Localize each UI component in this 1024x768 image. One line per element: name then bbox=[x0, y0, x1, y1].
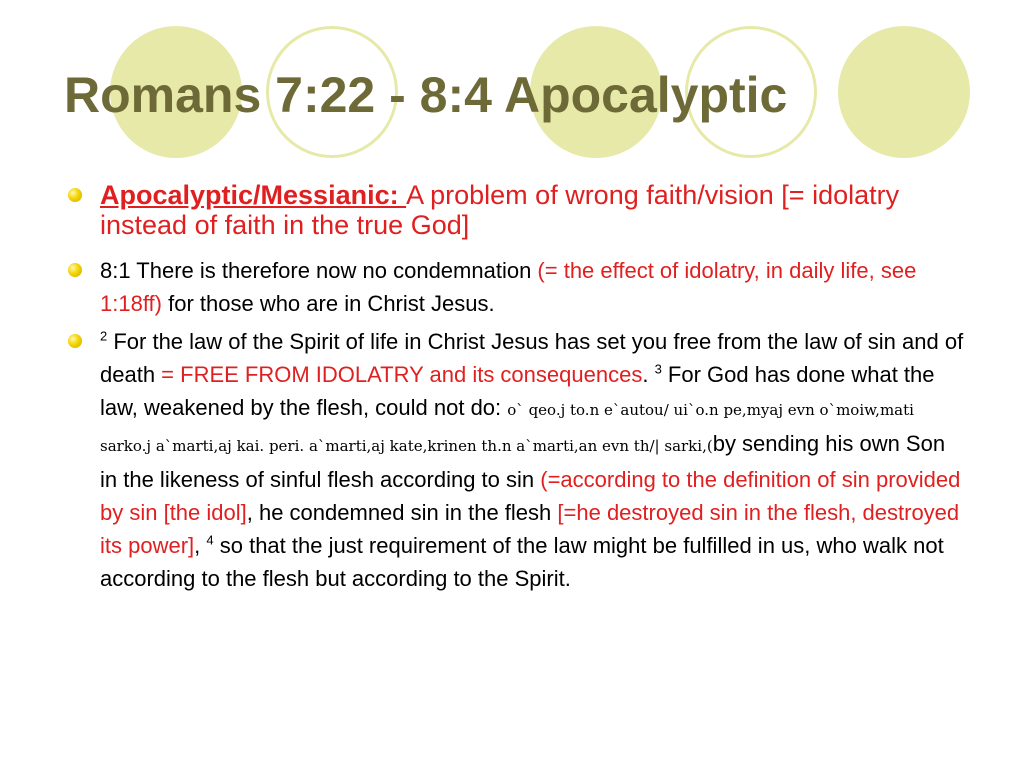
commentary-text: (=according to the definition of sin provided by sin [the idol] bbox=[100, 467, 961, 525]
verse-text: For the law of the Spirit of life in Christ Jesus has set you free from the law of sin and of death bbox=[100, 329, 964, 387]
bullet-text: A problem of wrong faith/vision [= idolatry instead of faith in the true God] bbox=[100, 180, 900, 240]
verse-text: 8:1 There is therefore now no condemnation bbox=[100, 258, 538, 283]
bullet-lead-label: Apocalyptic/Messianic: bbox=[100, 180, 407, 210]
verse-text: . bbox=[642, 362, 655, 387]
bullet-dot-icon bbox=[68, 263, 82, 277]
verse-number: 4 bbox=[206, 532, 214, 548]
bullet-list bbox=[68, 180, 968, 595]
verse-number: 2 bbox=[100, 328, 108, 344]
verse-text: by sending his own Son in the likeness of sinful flesh according to sin bbox=[100, 431, 946, 492]
verse-text: so that the just requirement of the law might be fulfilled in us, who walk not according to the flesh but according to the Spirit. bbox=[100, 533, 944, 591]
bullet-dot-icon bbox=[68, 188, 82, 202]
slide-title: Romans 7:22 - 8:4 Apocalyptic bbox=[64, 67, 788, 123]
verse-text: for those who are in Christ Jesus. bbox=[161, 291, 495, 316]
greek-text: o` qeo.j to.n e`autou/ ui`o.n pe,myaj evn o`moiw,mati sarko.j a`marti,aj kai. peri. a`marti,aj kate,krinen th.n a`marti,an evn th/| sarki,( bbox=[100, 401, 914, 455]
bullet-dot-icon bbox=[68, 334, 82, 348]
bullet-apocalyptic bbox=[68, 180, 968, 240]
bullet-8-1 bbox=[68, 254, 968, 320]
commentary-text: [=he destroyed sin in the flesh, destroyed its power] bbox=[100, 500, 960, 558]
bullet-8-2-4 bbox=[68, 325, 968, 595]
verse-text: , he condemned sin in the flesh bbox=[246, 500, 558, 525]
verse-text: For God has done what the law, weakened by the flesh, could not do: bbox=[100, 362, 935, 420]
verse-text: , bbox=[194, 533, 207, 558]
verse-number: 3 bbox=[654, 361, 662, 377]
decor-circle-5 bbox=[838, 26, 970, 158]
commentary-text: = FREE FROM IDOLATRY and its consequences bbox=[161, 362, 643, 387]
commentary-text: (= the effect of idolatry, in daily life, see 1:18ff) bbox=[100, 258, 917, 316]
